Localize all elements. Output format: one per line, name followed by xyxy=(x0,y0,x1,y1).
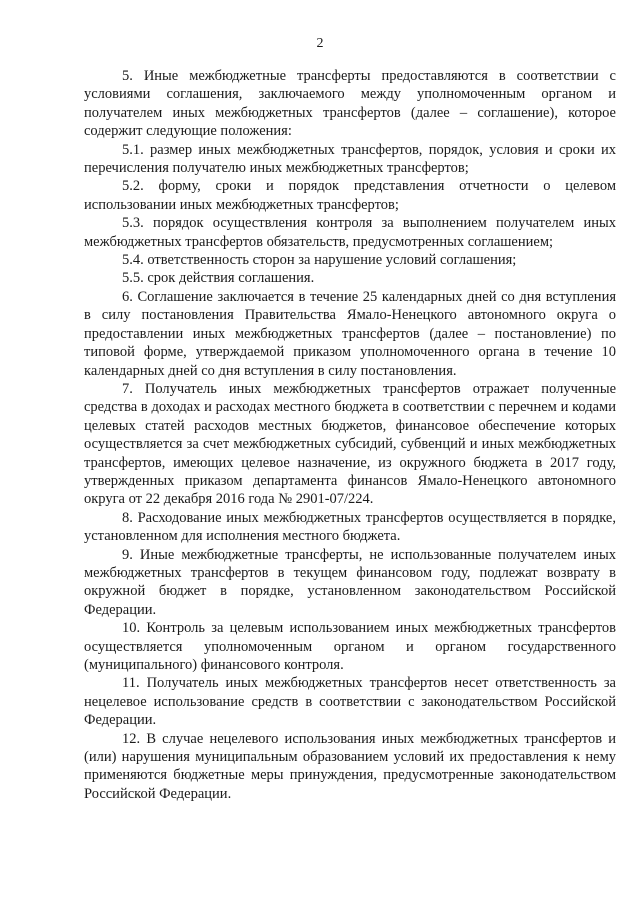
paragraph-5-2: 5.2. форму, сроки и порядок представления отчетности о целевом использовании иных межбюджетных трансфертов; xyxy=(84,178,616,213)
paragraph-12: 12. В случае нецелевого использования иных межбюджетных трансфертов и (или) нарушения муниципальным образованием условий их предоставления к нему применяются бюджетные меры принуждения, предусмотренные законодательством Российской Федерации. xyxy=(84,730,616,802)
paragraph-5-5: 5.5. срок действия соглашения. xyxy=(122,270,315,287)
paragraph-5-4: 5.4. ответственность сторон за нарушение условий соглашения; xyxy=(122,252,517,269)
paragraph-8: 8. Расходование иных межбюджетных трансфертов осуществляется в порядке, установленном для исполнения местного бюджета. xyxy=(84,509,616,545)
paragraph-5: 5. Иные межбюджетные трансферты предоставляются в соответствии с условиями соглашения, заключаемого между уполномоченным органом и получателем иных межбюджетных трансфертов (далее – соглашение), которое содержит следующие положения: xyxy=(84,68,616,140)
paragraph-10: 10. Контроль за целевым использованием иных межбюджетных трансфертов осуществляется уполномоченным органом и органом государственного (муниципального) финансового контроля. xyxy=(84,620,616,673)
paragraph-5-3: 5.3. порядок осуществления контроля за выполнением получателем иных межбюджетных трансфертов обязательств, предусмотренных соглашением; xyxy=(84,215,616,250)
paragraph-11: 11. Получатель иных межбюджетных трансфертов несет ответственность за нецелевое использование средств в соответствии с законодательством Российской Федерации. xyxy=(84,675,616,729)
paragraph-9: 9. Иные межбюджетные трансферты, не использованные получателем иных межбюджетных трансфертов в текущем финансовом году, подлежат возврату в окружной бюджет в порядке, установленном законодательством Российской Федерации. xyxy=(84,546,616,618)
document-body xyxy=(84,67,616,803)
page-number: 2 xyxy=(316,36,324,51)
paragraph-6: 6. Соглашение заключается в течение 25 календарных дней со дня вступления в силу постановления Правительства Ямало-Ненецкого автономного округа о предоставлении иных межбюджетных трансфертов (далее – постановление) по типовой форме, утверждаемой приказом уполномоченного органа в течение 10 календарных дней со дня вступления в силу постановления. xyxy=(84,288,616,379)
paragraph-5-1: 5.1. размер иных межбюджетных трансфертов, порядок, условия и сроки их перечисления получателю иных межбюджетных трансфертов; xyxy=(84,141,616,177)
paragraph-7: 7. Получатель иных межбюджетных трансфертов отражает полученные средства в доходах и расходах местного бюджета в соответствии с перечнем и кодами целевых статей расходов местных бюджетов, финансовое обеспечение которых осуществляется за счет межбюджетных субсидий, субвенций и иных межбюджетных трансфертов, имеющих целевое назначение, из окружного бюджета в 2017 году, утвержденных приказом департамента финансов Ямало-Ненецкого автономного округа от 22 декабря 2016 года № 2901-07/224. xyxy=(84,380,616,508)
